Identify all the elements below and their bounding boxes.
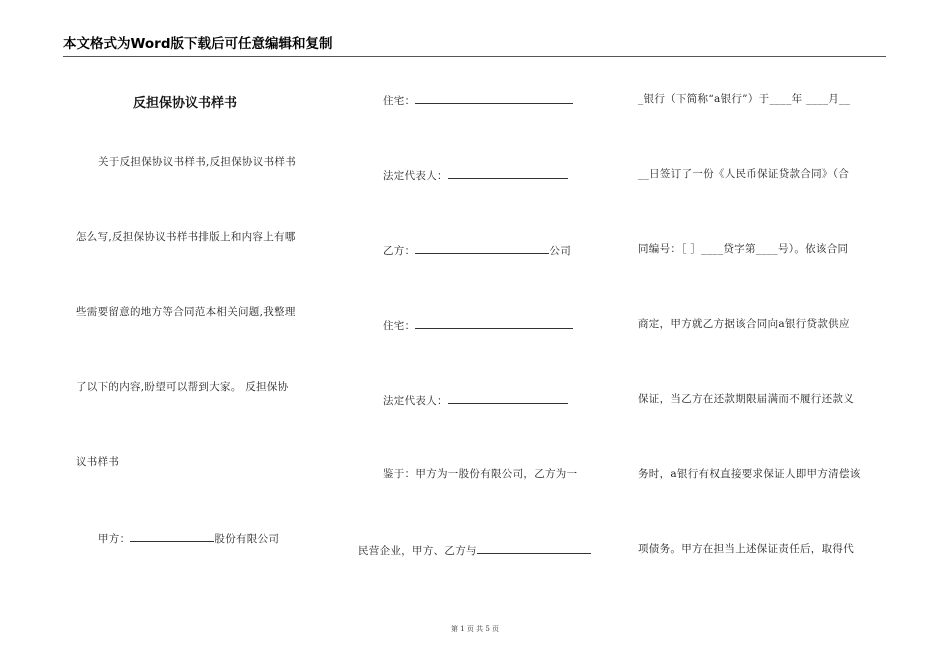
whereas-line: 鉴于：甲方为一股份有限公司，乙方为一 [383,468,578,480]
party-b-line [383,242,571,258]
bank-name-blank [477,542,591,554]
party-a-suffix: 股份有限公司 [214,533,280,545]
legal-rep-blank-1 [448,167,568,179]
col1-line-1: 关于反担保协议书样书,反担保协议书样书 [98,156,297,168]
legal-rep-blank-2 [448,392,568,404]
legal-rep-line-2 [383,392,568,408]
residence-blank-2 [415,317,573,329]
col3-line-7: 项债务。甲方在担当上述保证责任后，取得代 [638,543,854,555]
private-enterprise-line [358,542,591,558]
party-b-blank [415,242,549,254]
party-a-blank [130,530,214,542]
legal-rep-label-1: 法定代表人： [383,170,448,182]
col3-line-1: _银行（下简称“a银行”）于____年 ____月__ [638,93,851,105]
residence-line-2 [383,317,573,333]
residence-label-1: 住宅： [383,95,416,107]
col3-line-4: 商定，甲方就乙方据该合同向a银行贷款供应 [638,318,850,330]
document-title: 反担保协议书样书 [133,96,238,111]
col1-line-4: 了以下的内容,盼望可以帮到大家。 反担保协 [76,381,289,393]
page-header: 本文格式为Word版下载后可任意编辑和复制 [63,36,886,57]
residence-label-2: 住宅： [383,320,416,332]
party-a-line [98,530,279,546]
residence-blank-1 [415,92,573,104]
party-b-suffix: 公司 [549,245,572,257]
col3-line-6: 务时，a银行有权直接要求保证人即甲方清偿该 [638,468,861,480]
private-enterprise-text: 民营企业，甲方、乙方与 [358,545,477,557]
col3-line-3: 同编号：［ ］____贷字第____号）。依该合同 [638,243,849,255]
col1-line-3: 些需要留意的地方等合同范本相关问题,我整理 [76,306,296,318]
party-a-label: 甲方： [98,533,131,545]
col3-line-2: __日签订了一份《人民币保证贷款合同》（合 [638,168,850,180]
col1-line-5: 议书样书 [76,456,120,468]
legal-rep-line-1 [383,167,568,183]
page-footer: 第 1 页 共 5 页 [450,625,500,633]
residence-line-1 [383,92,573,108]
col1-line-2: 怎么写,反担保协议书样书排版上和内容上有哪 [76,231,296,243]
party-b-label: 乙方： [383,245,416,257]
col3-line-5: 保证，当乙方在还款期限届满而不履行还款义 [638,393,854,405]
legal-rep-label-2: 法定代表人： [383,395,448,407]
